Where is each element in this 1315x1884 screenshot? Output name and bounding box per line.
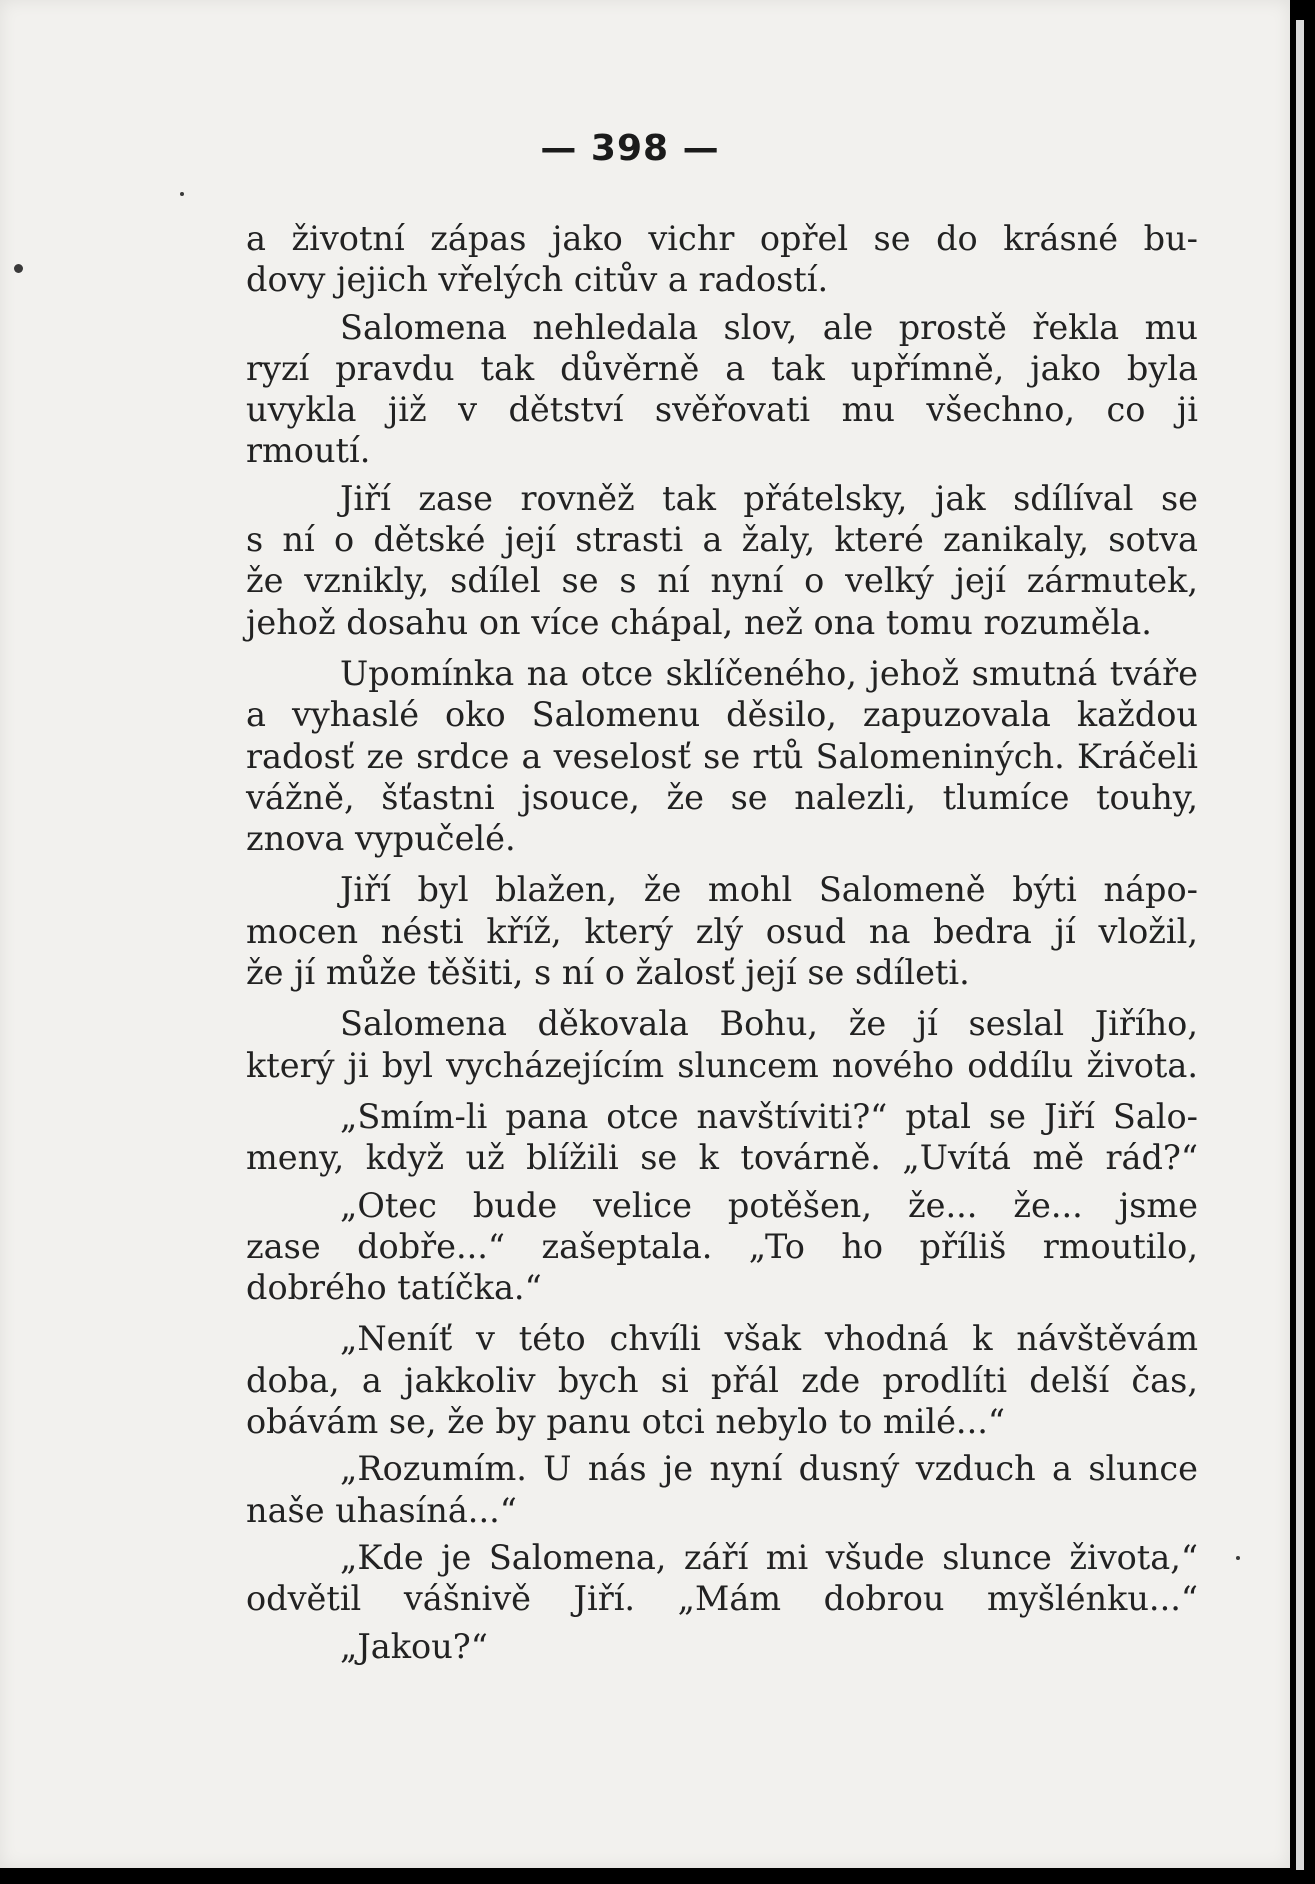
text-line: že jí může těšiti, s ní o žalosť její se sdíleti. <box>246 953 970 993</box>
text-line: doba, a jakkoliv bych si přál zde prodlíti delší čas, <box>246 1360 1198 1400</box>
text-line: odvětil vášnivě Jiří. „Mám dobrou myšlénku...“ <box>246 1579 1198 1619</box>
text-line: Jiří zase rovněž tak přátelsky, jak sdílíval se <box>340 478 1198 518</box>
text-line: že vznikly, sdílel se s ní nyní o velký její zármutek, <box>246 561 1198 601</box>
text-line: dobrého tatíčka.“ <box>246 1268 542 1308</box>
text-line: a životní zápas jako vichr opřel se do krásné bu- <box>246 219 1198 258</box>
text-line: Salomena děkovala Bohu, že jí seslal Jiřího, <box>340 1004 1198 1044</box>
text-line: rmoutí. <box>246 431 371 471</box>
body-text <box>246 218 1198 1667</box>
text-line: radosť ze srdce a veselosť se rtů Salomeniných. Kráčeli <box>246 736 1198 776</box>
text-line: „Otec bude velice potěšen, že... že... jsme <box>340 1185 1198 1225</box>
text-line: mocen nésti kříž, který zlý osud na bedra jí vložil, <box>246 911 1198 951</box>
text-line: Jiří byl blažen, že mohl Salomeně býti nápo- <box>340 870 1198 910</box>
text-line: s ní o dětské její strasti a žaly, které zanikaly, sotva <box>246 520 1198 560</box>
text-line: obávám se, že by panu otci nebylo to milé...“ <box>246 1402 1006 1442</box>
text-line: vážně, šťastni jsouce, že se nalezli, tlumíce touhy, <box>246 777 1198 817</box>
text-line: Upomínka na otce sklíčeného, jehož smutná tváře <box>340 653 1198 693</box>
text-line: „Smím-li pana otce navštíviti?“ ptal se Jiří Salo- <box>340 1096 1198 1136</box>
text-line: naše uhasíná...“ <box>246 1490 517 1530</box>
text-line: „Kde je Salomena, září mi všude slunce života,“ <box>340 1537 1198 1577</box>
text-line: meny, když už blížili se k továrně. „Uvítá mě rád?“ <box>246 1138 1198 1178</box>
text-line: uvykla již v dětství svěřovati mu všechno, co ji <box>246 390 1198 430</box>
text-line: a vyhaslé oko Salomenu děsilo, zapuzovala každou <box>246 695 1198 735</box>
text-line: Salomena nehledala slov, ale prostě řekla mu <box>340 307 1198 347</box>
text-line: znova vypučelé. <box>246 819 516 859</box>
text-line: jehož dosahu on více chápal, než ona tomu rozuměla. <box>246 602 1152 642</box>
text-line: „Neníť v této chvíli však vhodná k návštěvám <box>340 1319 1198 1359</box>
print-speck <box>180 192 184 196</box>
print-speck <box>14 264 23 273</box>
text-line: „Jakou?“ <box>340 1626 488 1666</box>
text-line: dovy jejich vřelých citův a radostí. <box>246 260 829 300</box>
text-line: zase dobře...“ zašeptala. „To ho příliš rmoutilo, <box>246 1226 1198 1266</box>
print-speck <box>1236 1556 1240 1560</box>
text-line: „Rozumím. U nás je nyní dusný vzduch a slunce <box>340 1449 1198 1489</box>
text-line: ryzí pravdu tak důvěrně a tak upřímně, jako byla <box>246 348 1198 388</box>
page-number: — 398 — <box>540 128 720 169</box>
text-line: který ji byl vycházejícím sluncem nového oddílu života. <box>246 1045 1198 1085</box>
adjacent-page-edge <box>1296 20 1304 1870</box>
